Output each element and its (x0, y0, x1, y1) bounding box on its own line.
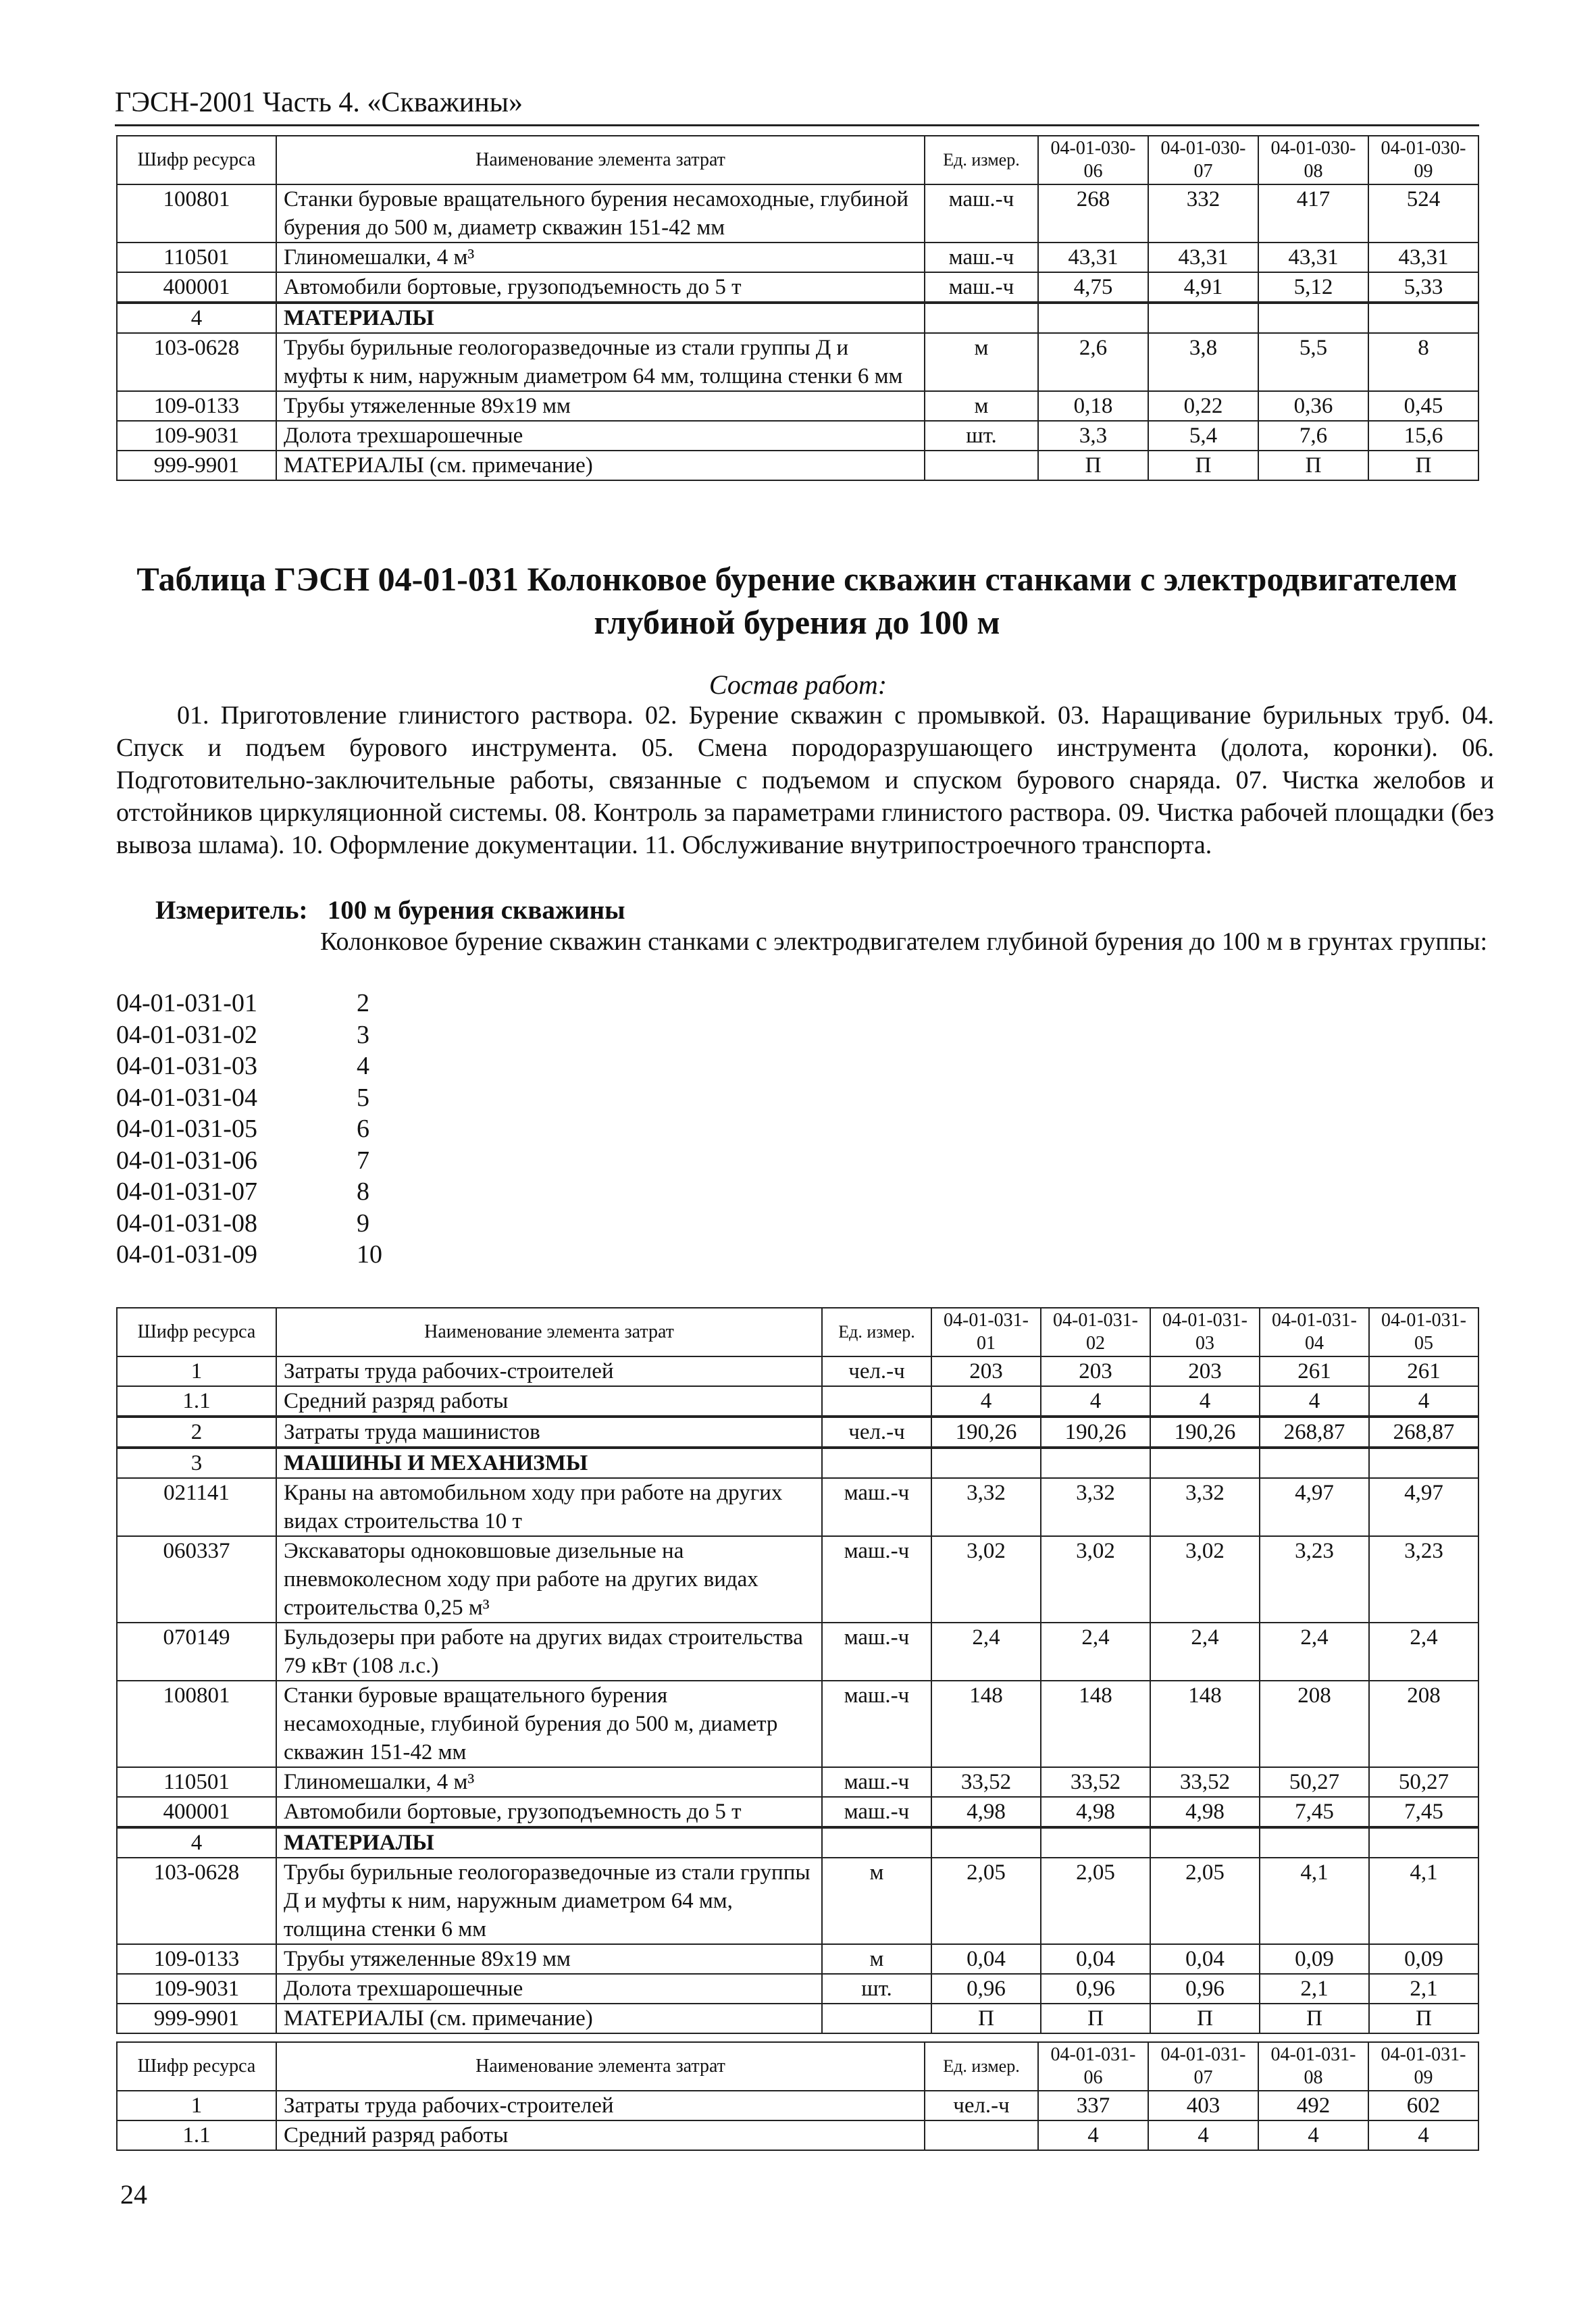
table-row (117, 1767, 1478, 1797)
col-header-norm: 04-01-030-08 (1258, 136, 1368, 184)
norm-value: 208 (1369, 1681, 1478, 1767)
resource-code: 103-0628 (117, 333, 276, 391)
norm-value: 43,31 (1258, 243, 1368, 272)
norm-value: 190,26 (931, 1417, 1041, 1448)
resource-code: 1.1 (117, 2120, 276, 2150)
col-header-norm: 04-01-031-05 (1369, 1308, 1478, 1356)
unit: шт. (822, 1974, 931, 2004)
resource-name: Средний разряд работы (276, 1386, 822, 1417)
norm-value: 4 (931, 1386, 1041, 1417)
resource-name: Глиномешалки, 4 м³ (276, 243, 925, 272)
col-header-code: Шифр ресурса (117, 136, 276, 184)
col-header-unit: Ед. измер. (925, 2042, 1038, 2091)
norm-value: 4 (1038, 2120, 1148, 2150)
unit (822, 1386, 931, 1417)
resource-code: 1 (117, 1356, 276, 1386)
table-row (117, 303, 1478, 333)
norm-value: 268 (1038, 184, 1148, 243)
list-item (116, 988, 382, 1019)
norm-value: 4 (1150, 1386, 1260, 1417)
resource-name: Затраты труда рабочих-строителей (276, 1356, 822, 1386)
norm-value: 4,1 (1369, 1858, 1478, 1944)
norm-value (1260, 1448, 1369, 1478)
unit: маш.-ч (822, 1767, 931, 1797)
norm-value: 148 (1150, 1681, 1260, 1767)
norm-code: 04-01-031-07 (116, 1177, 257, 1206)
norm-code: 04-01-031-06 (116, 1146, 257, 1175)
resource-name: Трубы утяжеленные 89х19 мм (276, 391, 925, 421)
norm-value: 8 (1368, 333, 1478, 391)
norm-value: П (931, 2004, 1041, 2033)
resource-code: 4 (117, 303, 276, 333)
norm-value: 5,33 (1368, 272, 1478, 303)
norm-value: 602 (1368, 2091, 1478, 2120)
measure-description: Колонковое бурение скважин станками с электродвигателем глубиной бурения до 100 м в грунтах группы: (320, 927, 1487, 956)
norm-value: 0,09 (1369, 1944, 1478, 1974)
norm-value: 5,5 (1258, 333, 1368, 391)
norm-value (1260, 1827, 1369, 1858)
norm-value (1258, 303, 1368, 333)
norm-code: 04-01-031-09 (116, 1240, 257, 1269)
unit: м (822, 1944, 931, 1974)
norm-value: 0,36 (1258, 391, 1368, 421)
norm-value: 2,05 (1150, 1858, 1260, 1944)
norm-value: 3,23 (1260, 1536, 1369, 1623)
table-row (117, 2004, 1478, 2033)
table-row (117, 1386, 1478, 1417)
table-row (117, 1858, 1478, 1944)
norm-value: 2,4 (1369, 1623, 1478, 1681)
col-header-norm: 04-01-030-09 (1368, 136, 1478, 184)
resource-name: Автомобили бортовые, грузоподъемность до 5 т (276, 272, 925, 303)
resource-code: 100801 (117, 1681, 276, 1767)
norm-value: 43,31 (1038, 243, 1148, 272)
norm-value: 5,4 (1148, 421, 1258, 451)
norm-value: 190,26 (1041, 1417, 1150, 1448)
norm-value: П (1150, 2004, 1260, 2033)
norm-value: 3,02 (931, 1536, 1041, 1623)
norm-value: 203 (1041, 1356, 1150, 1386)
table-row (117, 1827, 1478, 1858)
resource-code: 1 (117, 2091, 276, 2120)
soil-group: 2 (357, 989, 369, 1017)
col-header-name: Наименование элемента затрат (276, 136, 925, 184)
norm-code: 04-01-031-02 (116, 1020, 257, 1049)
table-row (117, 243, 1478, 272)
norm-value (931, 1827, 1041, 1858)
list-item (116, 1176, 382, 1208)
running-header: ГЭСН-2001 Часть 4. «Скважины» (115, 87, 523, 118)
resource-name: Бульдозеры при работе на других видах строительства 79 кВт (108 л.с.) (276, 1623, 822, 1681)
unit (822, 1448, 931, 1478)
list-item (116, 1239, 382, 1271)
col-header-norm: 04-01-031-07 (1148, 2042, 1258, 2091)
table-row (117, 2120, 1478, 2150)
norm-value: 3,32 (931, 1478, 1041, 1536)
norm-value: П (1258, 451, 1368, 480)
header-rule (115, 124, 1479, 126)
soil-group: 10 (357, 1240, 382, 1269)
norm-value: 0,22 (1148, 391, 1258, 421)
norm-code: 04-01-031-05 (116, 1115, 257, 1143)
norm-value: 337 (1038, 2091, 1148, 2120)
resource-name: Трубы утяжеленные 89х19 мм (276, 1944, 822, 1974)
norm-value: 4,1 (1260, 1858, 1369, 1944)
col-header-name: Наименование элемента затрат (276, 1308, 822, 1356)
norm-code: 04-01-031-08 (116, 1209, 257, 1238)
table-row (117, 421, 1478, 451)
resource-name: Долота трехшарошечные (276, 1974, 822, 2004)
norm-value: 4 (1041, 1386, 1150, 1417)
list-item (116, 1019, 382, 1051)
resource-table-031-a (116, 1307, 1479, 2034)
norm-value: 7,45 (1369, 1797, 1478, 1827)
norm-value: 33,52 (1041, 1767, 1150, 1797)
norm-value: 4 (1369, 1386, 1478, 1417)
resource-name: Станки буровые вращательного бурения несамоходные, глубиной бурения до 500 м, диаметр скважин 151-42 мм (276, 184, 925, 243)
norm-value: П (1368, 451, 1478, 480)
norm-value: 50,27 (1369, 1767, 1478, 1797)
norm-value: 5,12 (1258, 272, 1368, 303)
table-row (117, 1681, 1478, 1767)
resource-name: Средний разряд работы (276, 2120, 925, 2150)
unit: чел.-ч (822, 1417, 931, 1448)
norm-value: 4 (1260, 1386, 1369, 1417)
unit: маш.-ч (822, 1478, 931, 1536)
resource-code: 1.1 (117, 1386, 276, 1417)
table-row (117, 1448, 1478, 1478)
unit: м (925, 333, 1038, 391)
norm-value: 4 (1258, 2120, 1368, 2150)
norm-value: 2,1 (1369, 1974, 1478, 2004)
norm-value: 3,3 (1038, 421, 1148, 451)
list-item (116, 1145, 382, 1177)
norm-value: 492 (1258, 2091, 1368, 2120)
norm-value: 0,96 (1150, 1974, 1260, 2004)
col-header-norm: 04-01-031-03 (1150, 1308, 1260, 1356)
resource-name: Глиномешалки, 4 м³ (276, 1767, 822, 1797)
table-row (117, 1478, 1478, 1536)
resource-code: 400001 (117, 272, 276, 303)
norm-value: 0,04 (931, 1944, 1041, 1974)
unit: маш.-ч (822, 1797, 931, 1827)
col-header-norm: 04-01-031-02 (1041, 1308, 1150, 1356)
col-header-unit: Ед. измер. (822, 1308, 931, 1356)
norm-value: 524 (1368, 184, 1478, 243)
table-row (117, 1536, 1478, 1623)
table-row (117, 391, 1478, 421)
resource-code: 109-0133 (117, 391, 276, 421)
soil-group: 9 (357, 1209, 369, 1238)
resource-code: 110501 (117, 243, 276, 272)
resource-code: 999-9901 (117, 451, 276, 480)
norm-value: 4,98 (931, 1797, 1041, 1827)
table-row (117, 1797, 1478, 1827)
resource-code: 110501 (117, 1767, 276, 1797)
soil-group: 8 (357, 1177, 369, 1206)
resource-code: 021141 (117, 1478, 276, 1536)
table-row (117, 1417, 1478, 1448)
norm-value: 33,52 (931, 1767, 1041, 1797)
norm-value: 0,18 (1038, 391, 1148, 421)
resource-table-030 (116, 135, 1479, 481)
norm-value: 2,4 (1150, 1623, 1260, 1681)
unit (925, 451, 1038, 480)
norm-code: 04-01-031-01 (116, 989, 257, 1017)
unit: маш.-ч (925, 184, 1038, 243)
unit: чел.-ч (822, 1356, 931, 1386)
norm-value: 4 (1368, 2120, 1478, 2150)
norm-value: 7,45 (1260, 1797, 1369, 1827)
unit (822, 1827, 931, 1858)
norm-value: 3,8 (1148, 333, 1258, 391)
resource-table-031-b (116, 2041, 1479, 2151)
unit: м (822, 1858, 931, 1944)
norm-value: 2,4 (931, 1623, 1041, 1681)
norm-value: 417 (1258, 184, 1368, 243)
col-header-norm: 04-01-031-08 (1258, 2042, 1368, 2091)
norm-value: 3,02 (1041, 1536, 1150, 1623)
table-row (117, 2091, 1478, 2120)
norm-value (1368, 303, 1478, 333)
norm-value: 4,98 (1041, 1797, 1150, 1827)
norm-value (1150, 1827, 1260, 1858)
col-header-norm: 04-01-030-06 (1038, 136, 1148, 184)
norm-value: 3,32 (1041, 1478, 1150, 1536)
soil-group: 7 (357, 1146, 369, 1175)
resource-name: Станки буровые вращательного бурения несамоходные, глубиной бурения до 500 м, диаметр скважин 151-42 мм (276, 1681, 822, 1767)
norm-value: 3,32 (1150, 1478, 1260, 1536)
norm-value: 4,75 (1038, 272, 1148, 303)
col-header-norm: 04-01-031-09 (1368, 2042, 1478, 2091)
unit: маш.-ч (925, 243, 1038, 272)
norm-value: 4,97 (1260, 1478, 1369, 1536)
norm-value: 268,87 (1369, 1417, 1478, 1448)
norm-value: 2,05 (931, 1858, 1041, 1944)
unit (925, 303, 1038, 333)
resource-code: 103-0628 (117, 1858, 276, 1944)
norm-value: 2,4 (1260, 1623, 1369, 1681)
resource-code: 999-9901 (117, 2004, 276, 2033)
norm-value (1369, 1827, 1478, 1858)
resource-name: Затраты труда машинистов (276, 1417, 822, 1448)
norm-value: 4 (1148, 2120, 1258, 2150)
measure-unit: Измеритель: 100 м бурения скважины (155, 896, 625, 925)
norm-value: П (1148, 451, 1258, 480)
norm-value (1041, 1827, 1150, 1858)
norm-value: 2,4 (1041, 1623, 1150, 1681)
table-row (117, 333, 1478, 391)
norm-value: 0,04 (1041, 1944, 1150, 1974)
resource-name: Экскаваторы одноковшовые дизельные на пневмоколесном ходу при работе на других видах строительства 0,25 м³ (276, 1536, 822, 1623)
norm-value: 33,52 (1150, 1767, 1260, 1797)
col-header-norm: 04-01-031-06 (1038, 2042, 1148, 2091)
work-composition-text: 01. Приготовление глинистого раствора. 02. Бурение скважин с промывкой. 03. Наращивание бурильных труб. 04. Спуск и подъем бурового инструмента. 05. Смена породоразрушающего инструмента (долота, коронки). 06. Подготовительно-заключительные работы, связанные с подъемом и спуском бурового снаряда. 07. Чистка желобов и отстойников циркуляционной системы. 08. Контроль за параметрами глинистого раствора. 09. Чистка рабочей площадки (без вывоза шлама). 10. Оформление документации. 11. Обслуживание внутрипостроечного транспорта. (116, 701, 1494, 859)
norm-value (1148, 303, 1258, 333)
list-item (116, 1113, 382, 1145)
table-row (117, 451, 1478, 480)
resource-code: 109-9031 (117, 1974, 276, 2004)
norm-value: 15,6 (1368, 421, 1478, 451)
norm-value: 208 (1260, 1681, 1369, 1767)
unit: шт. (925, 421, 1038, 451)
norm-value: 43,31 (1368, 243, 1478, 272)
norm-value: 4,91 (1148, 272, 1258, 303)
resource-name: Краны на автомобильном ходу при работе на других видах строительства 10 т (276, 1478, 822, 1536)
section-heading: МАТЕРИАЛЫ (276, 1827, 822, 1858)
unit: маш.-ч (822, 1681, 931, 1767)
table-row (117, 1974, 1478, 2004)
table-row (117, 1944, 1478, 1974)
resource-code: 060337 (117, 1536, 276, 1623)
col-header-norm: 04-01-031-01 (931, 1308, 1041, 1356)
section-heading: МАШИНЫ И МЕХАНИЗМЫ (276, 1448, 822, 1478)
norm-value: 3,02 (1150, 1536, 1260, 1623)
norm-value: 261 (1260, 1356, 1369, 1386)
norm-value: 332 (1148, 184, 1258, 243)
resource-code: 070149 (117, 1623, 276, 1681)
col-header-name: Наименование элемента затрат (276, 2042, 925, 2091)
norm-value: 50,27 (1260, 1767, 1369, 1797)
norm-value: 268,87 (1260, 1417, 1369, 1448)
unit: маш.-ч (822, 1536, 931, 1623)
norm-value: 2,6 (1038, 333, 1148, 391)
page-number: 24 (120, 2179, 147, 2210)
resource-code: 3 (117, 1448, 276, 1478)
resource-code: 2 (117, 1417, 276, 1448)
norm-value: 0,04 (1150, 1944, 1260, 1974)
unit: маш.-ч (925, 272, 1038, 303)
norm-value: 2,05 (1041, 1858, 1150, 1944)
norm-value: 203 (931, 1356, 1041, 1386)
resource-name: Автомобили бортовые, грузоподъемность до 5 т (276, 1797, 822, 1827)
norm-value: 43,31 (1148, 243, 1258, 272)
norm-value: 0,45 (1368, 391, 1478, 421)
table-row (117, 184, 1478, 243)
norm-value: 4,98 (1150, 1797, 1260, 1827)
table-row (117, 1356, 1478, 1386)
resource-code: 109-9031 (117, 421, 276, 451)
section-heading: МАТЕРИАЛЫ (276, 303, 925, 333)
table-row (117, 272, 1478, 303)
norm-value: 190,26 (1150, 1417, 1260, 1448)
unit: маш.-ч (822, 1623, 931, 1681)
resource-code: 400001 (117, 1797, 276, 1827)
norm-value: 148 (931, 1681, 1041, 1767)
soil-group: 5 (357, 1083, 369, 1112)
norm-value: 2,1 (1260, 1974, 1369, 2004)
norm-value: 0,96 (1041, 1974, 1150, 2004)
resource-name: МАТЕРИАЛЫ (см. примечание) (276, 451, 925, 480)
table-title: Таблица ГЭСН 04-01-031 Колонковое бурение скважин станками с электродвигателем глубиной бурения до 100 м (136, 560, 1458, 641)
col-header-code: Шифр ресурса (117, 2042, 276, 2091)
resource-name: Долота трехшарошечные (276, 421, 925, 451)
resource-name: МАТЕРИАЛЫ (см. примечание) (276, 2004, 822, 2033)
norm-value: 7,6 (1258, 421, 1368, 451)
norm-value: П (1260, 2004, 1369, 2033)
unit: чел.-ч (925, 2091, 1038, 2120)
list-item (116, 1050, 382, 1082)
soil-group: 3 (357, 1020, 369, 1049)
unit: м (925, 391, 1038, 421)
resource-name: Затраты труда рабочих-строителей (276, 2091, 925, 2120)
norm-value: 0,09 (1260, 1944, 1369, 1974)
norm-value (1369, 1448, 1478, 1478)
norm-code: 04-01-031-04 (116, 1083, 257, 1112)
norm-value (1038, 303, 1148, 333)
norm-value: П (1041, 2004, 1150, 2033)
col-header-code: Шифр ресурса (117, 1308, 276, 1356)
table-row (117, 1623, 1478, 1681)
resource-name: Трубы бурильные геологоразведочные из стали группы Д и муфты к ним, наружным диаметром 64 мм, толщина стенки 6 мм (276, 333, 925, 391)
norm-value: П (1038, 451, 1148, 480)
norm-value: 4,97 (1369, 1478, 1478, 1536)
col-header-norm: 04-01-031-04 (1260, 1308, 1369, 1356)
norm-value (1041, 1448, 1150, 1478)
list-item (116, 1208, 382, 1240)
resource-code: 4 (117, 1827, 276, 1858)
norm-value: 3,23 (1369, 1536, 1478, 1623)
norm-value: П (1369, 2004, 1478, 2033)
col-header-norm: 04-01-030-07 (1148, 136, 1258, 184)
list-item (116, 1082, 382, 1114)
work-composition-heading: Состав работ: (709, 669, 887, 700)
norm-value: 203 (1150, 1356, 1260, 1386)
norm-value: 0,96 (931, 1974, 1041, 2004)
norm-value: 261 (1369, 1356, 1478, 1386)
norm-code: 04-01-031-03 (116, 1052, 257, 1080)
resource-name: Трубы бурильные геологоразведочные из стали группы Д и муфты к ним, наружным диаметром 64 мм, толщина стенки 6 мм (276, 1858, 822, 1944)
norm-codes-list (116, 988, 382, 1271)
unit (925, 2120, 1038, 2150)
unit (822, 2004, 931, 2033)
resource-code: 100801 (117, 184, 276, 243)
soil-group: 4 (357, 1052, 369, 1080)
norm-value (931, 1448, 1041, 1478)
norm-value: 148 (1041, 1681, 1150, 1767)
norm-value: 403 (1148, 2091, 1258, 2120)
resource-code: 109-0133 (117, 1944, 276, 1974)
col-header-unit: Ед. измер. (925, 136, 1038, 184)
soil-group: 6 (357, 1115, 369, 1143)
norm-value (1150, 1448, 1260, 1478)
